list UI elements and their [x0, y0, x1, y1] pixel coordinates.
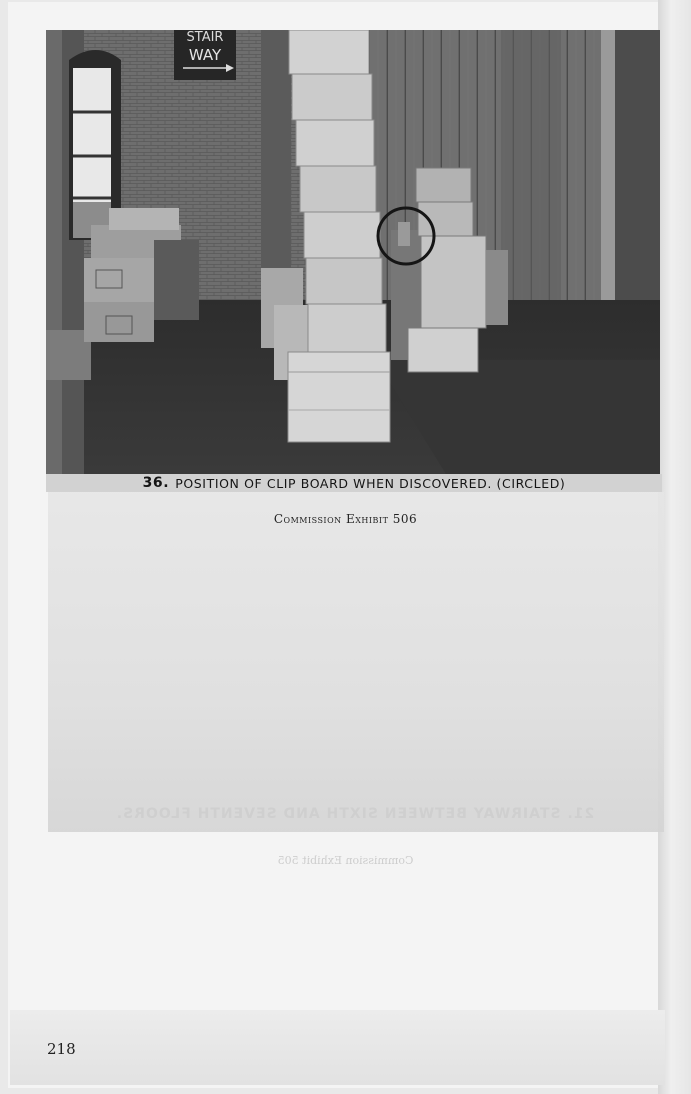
sign-text-way: WAY	[188, 46, 222, 64]
exhibit-label: Commission Exhibit 506	[273, 512, 418, 526]
figure-caption	[46, 474, 662, 492]
bleed-through-band	[10, 1010, 665, 1085]
bleed-through-caption: 21. STAIRWAY BETWEEN SIXTH AND SEVENTH FLOORS.	[115, 806, 595, 822]
bleed-through-exhibit-label: Commission Exhibit 505	[277, 854, 414, 867]
sign-text-stair: STAIR	[186, 30, 224, 45]
warehouse-photograph	[46, 30, 660, 474]
figure-caption-text: POSITION OF CLIP BOARD WHEN DISCOVERED. (CIRCLED)	[175, 475, 566, 491]
bleed-through-photo	[48, 492, 664, 832]
figure-number: 36.	[142, 475, 170, 491]
page-number: 218	[47, 1040, 76, 1058]
warehouse-scene	[46, 30, 660, 474]
